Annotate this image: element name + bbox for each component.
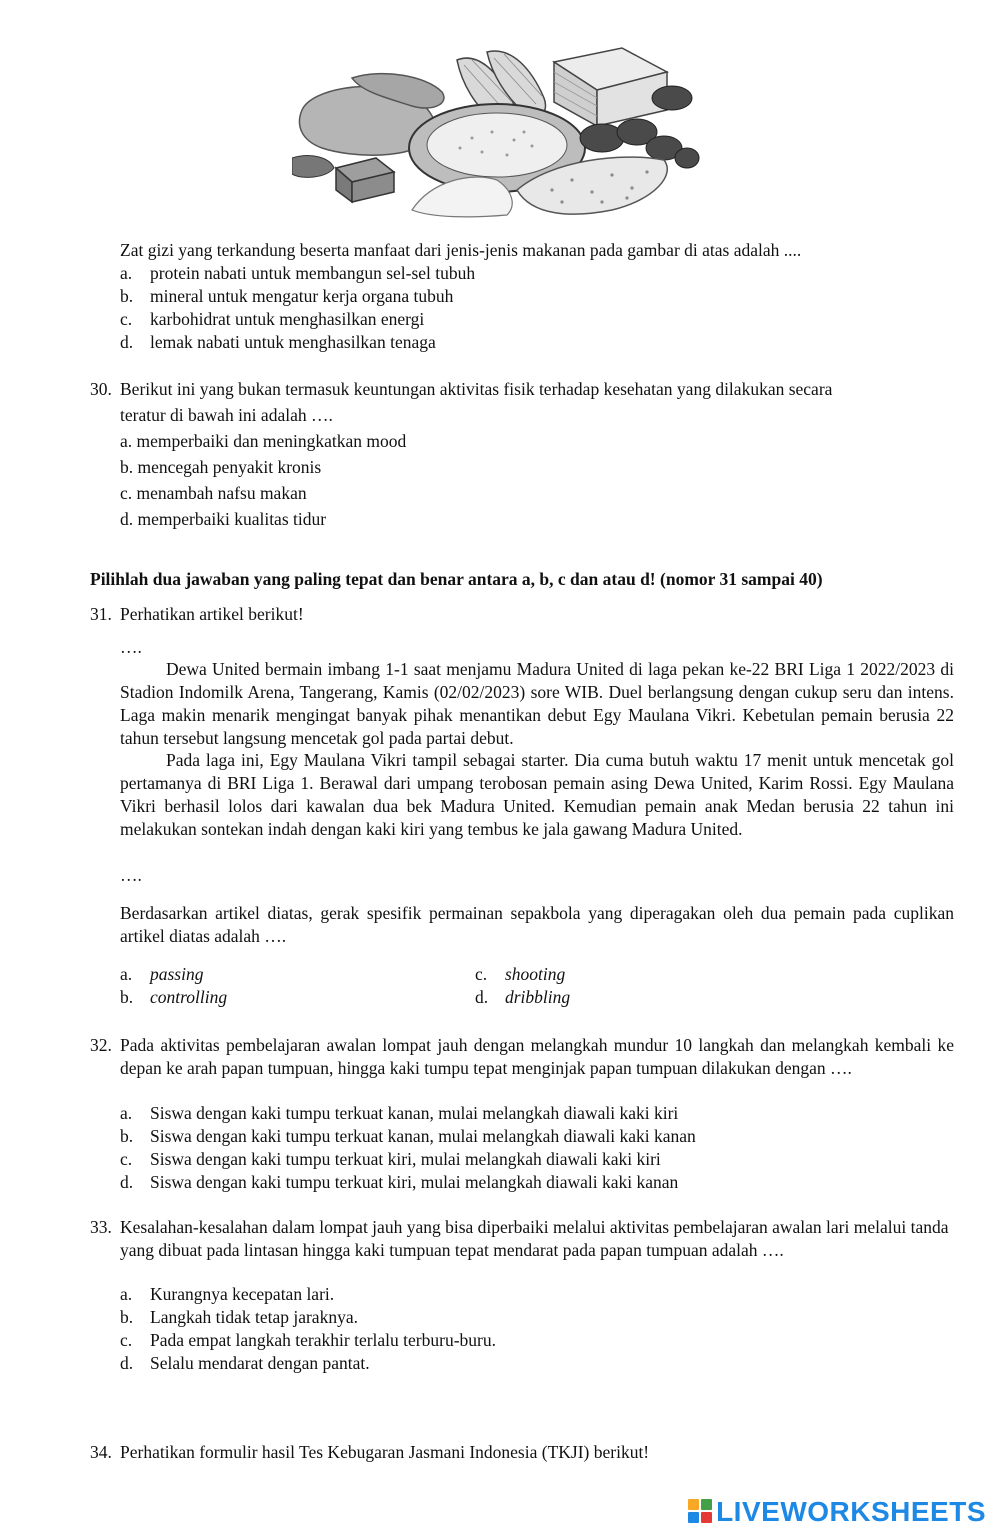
food-illustration — [292, 40, 702, 218]
q31-article-paragraph-2: Pada laga ini, Egy Maulana Vikri tampil sebagai starter. Dia cuma butuh waktu 17 menit untuk mencetak gol pertamanya di BRI Liga 1. Berawal dari umpang terobosan pemain asing Dewa United, Karim Rossi. Egy Maulana Vikri berhasil lolos dari kawalan dua bek Madura United. Kemudian pemain anak Medan berusia 22 tahun ini melakukan sontekan indah dengan kaki kiri yang tembus ke jala gawang Madura United. — [120, 750, 954, 839]
q29-stem: Zat gizi yang terkandung beserta manfaat dari jenis-jenis makanan pada gambar di atas adalah .... — [120, 240, 802, 260]
q34-stem: 34. Perhatikan formulir hasil Tes Kebugaran Jasmani Indonesia (TKJI) berikut! — [90, 1442, 650, 1462]
q32-stem: Pada aktivitas pembelajaran awalan lompat jauh dengan melangkah mundur 10 langkah dan melangkah kembali ke depan ke arah papan tumpuan, hingga kaki tumpu tepat menginjak papan tumpuan dilakukan dengan …. — [120, 1035, 954, 1078]
q33-number: 33. — [90, 1217, 112, 1237]
q32-number: 32. — [90, 1035, 112, 1055]
logo-block-1 — [688, 1499, 699, 1510]
q30-option-d[interactable]: d. memperbaiki kualitas tidur — [120, 509, 327, 529]
q31-ellipsis-bottom: …. — [120, 865, 142, 885]
q33-option-a[interactable]: a. Kurangnya kecepatan lari. — [120, 1284, 335, 1304]
logo-block-4 — [701, 1512, 712, 1523]
q29-option-c[interactable]: c. karbohidrat untuk menghasilkan energi — [120, 309, 425, 329]
q29-option-d[interactable]: d. lemak nabati untuk menghasilkan tenaga — [120, 332, 436, 352]
q29-option-a[interactable]: a. protein nabati untuk membangun sel-sel tubuh — [120, 263, 476, 283]
q32-option-c[interactable]: c. Siswa dengan kaki tumpu terkuat kiri, mulai melangkah diawali kaki kiri — [120, 1149, 661, 1169]
q30-option-c[interactable]: c. menambah nafsu makan — [120, 483, 307, 503]
logo-blocks-icon — [688, 1499, 712, 1523]
q31-option-c[interactable]: c. shooting — [475, 964, 566, 984]
q31-question: Berdasarkan artikel diatas, gerak spesifik permainan sepakbola yang diperagakan oleh dua pemain pada cuplikan artikel diatas adalah …. — [120, 903, 954, 946]
q33-option-b[interactable]: b. Langkah tidak tetap jaraknya. — [120, 1307, 358, 1327]
q31-stem: 31. Perhatikan artikel berikut! — [90, 604, 304, 624]
liveworksheets-logo — [688, 1495, 986, 1527]
logo-block-3 — [688, 1512, 699, 1523]
q32-option-b[interactable]: b. Siswa dengan kaki tumpu terkuat kanan, mulai melangkah diawali kaki kanan — [120, 1126, 696, 1146]
q32-option-d[interactable]: d. Siswa dengan kaki tumpu terkuat kiri, mulai melangkah diawali kaki kanan — [120, 1172, 679, 1192]
q33-option-d[interactable]: d. Selalu mendarat dengan pantat. — [120, 1353, 370, 1373]
q32-option-a[interactable]: a. Siswa dengan kaki tumpu terkuat kanan, mulai melangkah diawali kaki kiri — [120, 1103, 679, 1123]
q33-stem: Kesalahan-kesalahan dalam lompat jauh yang bisa diperbaiki melalui aktivitas pembelajaran awalan lari melalui tanda yang dibuat pada lintasan hingga kaki tumpuan tepat mendarat pada papan tumpuan adalah …. — [120, 1217, 949, 1260]
q31-article-paragraph-1: Dewa United bermain imbang 1-1 saat menjamu Madura United di laga pekan ke-22 BRI Liga 1 2022/2023 di Stadion Indomilk Arena, Tangerang, Kamis (02/02/2023) sore WIB. Duel berlangsung dengan cukup seru dan intens. Laga makin menarik mengingat banyak pihak menantikan debut Egy Maulana Vikri. Kebetulan pemain berusia 22 tahun tersebut langsung mencetak gol pada partai debut. — [120, 659, 954, 748]
brand-text: LIVEWORKSHEETS — [716, 1495, 986, 1527]
q31-ellipsis-top: …. — [120, 637, 142, 657]
q31-option-d[interactable]: d. dribbling — [475, 987, 571, 1007]
q30-stem-line2: teratur di bawah ini adalah …. — [120, 405, 333, 425]
q31-option-a[interactable]: a. passing — [120, 964, 204, 984]
q30-option-b[interactable]: b. mencegah penyakit kronis — [120, 457, 322, 477]
q30-stem: 30. Berikut ini yang bukan termasuk keuntungan aktivitas fisik terhadap kesehatan yang dilakukan secara — [90, 379, 833, 399]
q30-option-a[interactable]: a. memperbaiki dan meningkatkan mood — [120, 431, 407, 451]
q31-option-b[interactable]: b. controlling — [120, 987, 228, 1007]
q29-option-b[interactable]: b. mineral untuk mengatur kerja organa tubuh — [120, 286, 454, 306]
q33-option-c[interactable]: c. Pada empat langkah terakhir terlalu terburu-buru. — [120, 1330, 496, 1350]
section-instruction: Pilihlah dua jawaban yang paling tepat dan benar antara a, b, c dan atau d! (nomor 31 sampai 40) — [90, 569, 823, 589]
logo-block-2 — [701, 1499, 712, 1510]
